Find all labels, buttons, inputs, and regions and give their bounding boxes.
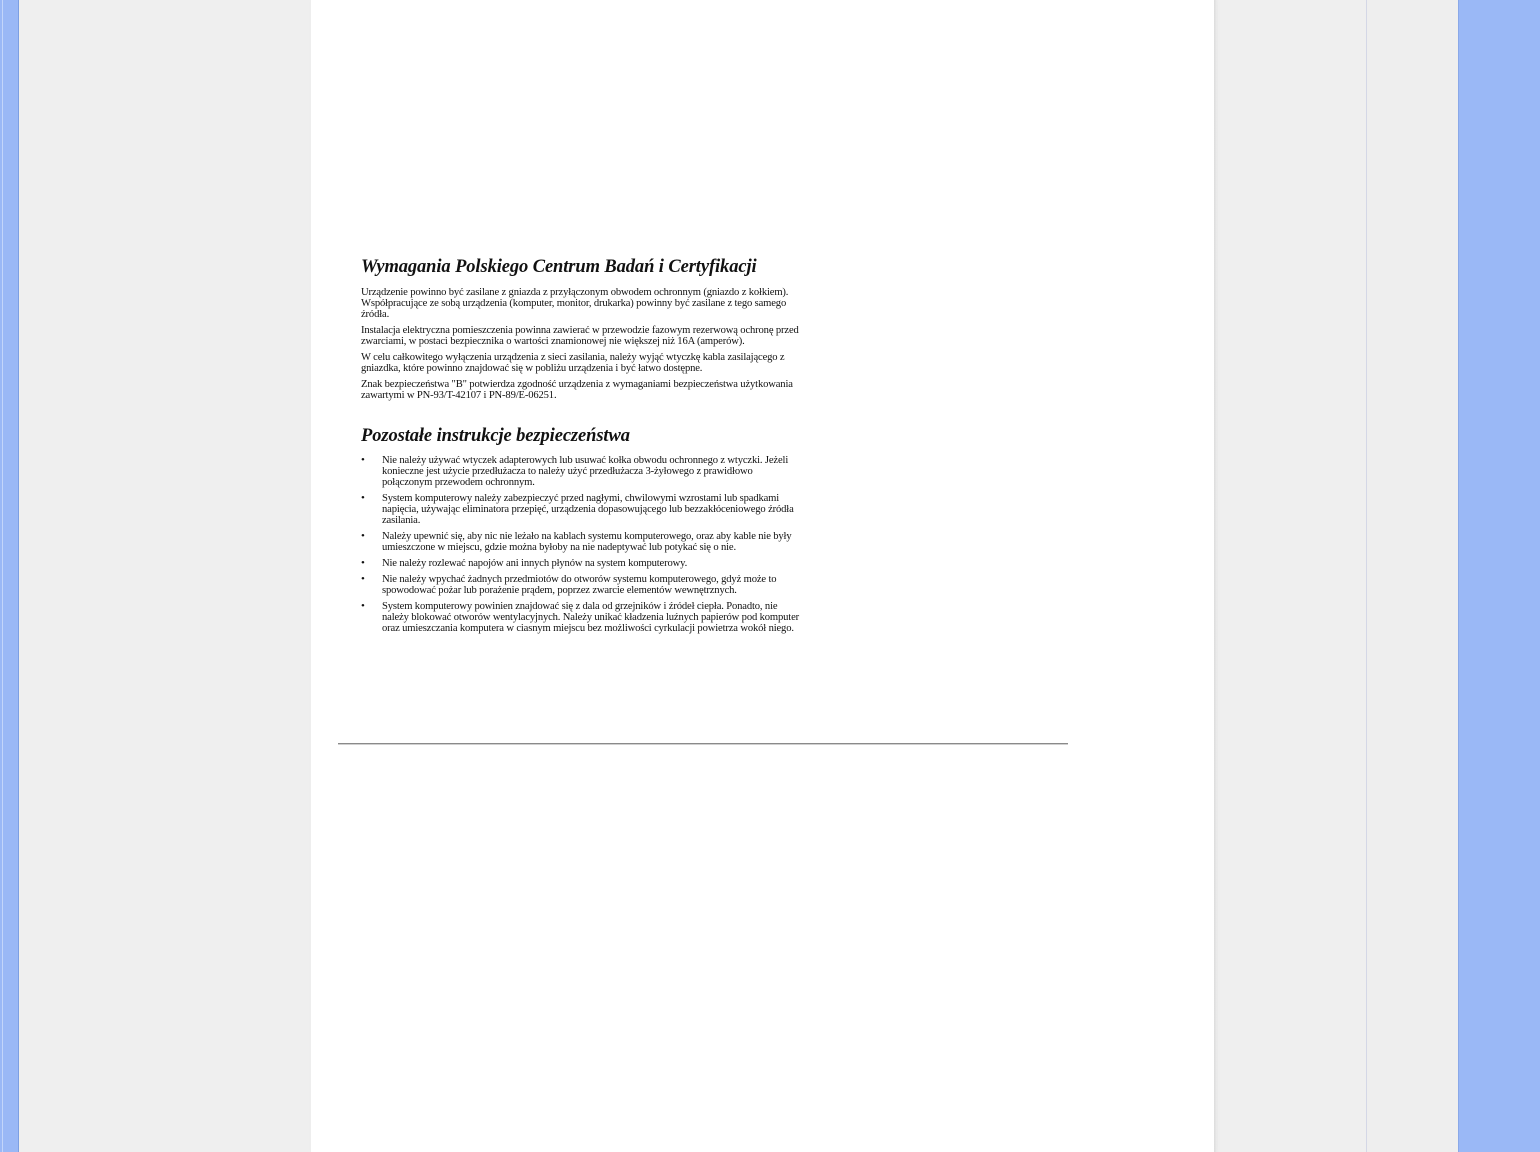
paragraph: Znak bezpieczeństwa "B" potwierdza zgodność urządzenia z wymaganiami bezpieczeństwa użytkowania zawartymi w PN-93/T-42107 i PN-89/E-06251. [361, 379, 793, 401]
list-item [361, 455, 801, 488]
list-item [361, 558, 801, 569]
side-panel [1366, 0, 1458, 1152]
bullet-icon: • [361, 454, 365, 466]
window-frame-left [0, 0, 19, 1152]
list-item-text: Nie należy używać wtyczek adapterowych lub usuwać kołka obwodu ochronnego z wtyczki. Jeżeli konieczne jest użycie przedłużacza to należy użyć przedłużacza 3-żyłowego z prawidłowo połączonym przewodem ochronnym. [382, 455, 789, 488]
list-item-text: Nie należy wpychać żadnych przedmiotów do otworów systemu komputerowego, gdyż może to spowodować pożar lub porażenie prądem, poprzez zwarcie elementów wewnętrznych. [382, 574, 777, 596]
list-item-text: System komputerowy powinien znajdować się z dala od grzejników i źródeł ciepła. Ponadto, nie należy blokować otworów wentylacyjnych. Należy unikać kładzenia luźnych papierów pod komputer oraz umieszczania komputera w ciasnym miejscu bez możliwości cyrkulacji powietrza wokół niego. [382, 601, 800, 634]
bullet-icon: • [361, 573, 365, 585]
paragraph: Urządzenie powinno być zasilane z gniazda z przyłączonym obwodem ochronnym (gniazdo z kołkiem). Współpracujące ze sobą urządzenia (komputer, monitor, drukarka) powinny być zasilane z tego samego źródła. [361, 287, 789, 320]
list-item-text: System komputerowy należy zabezpieczyć przed nagłymi, chwilowymi wzrostami lub spadkami napięcia, używając eliminatora przepięć, urządzenia dopasowującego lub bezzakłóceniowego źródła zasilania. [382, 493, 794, 526]
paragraph: Instalacja elektryczna pomieszczenia powinna zawierać w przewodzie fazowym rezerwową ochronę przed zwarciami, w postaci bezpiecznika o wartości znamionowej nie większej niż 16A (amperów). [361, 325, 799, 347]
document-page [311, 0, 1214, 1152]
safety-instructions-list [361, 455, 801, 634]
bullet-icon: • [361, 530, 365, 542]
section-heading-safety: Pozostałe instrukcje bezpieczeństwa [361, 426, 630, 446]
document-content [361, 255, 801, 639]
bullet-icon: • [361, 557, 365, 569]
list-item-text: Należy upewnić się, aby nic nie leżało na kablach systemu komputerowego, oraz aby kable nie były umieszczone w miejscu, gdzie można byłoby na nie nadeptywać lub potykać się o nie. [382, 531, 792, 553]
list-item-text: Nie należy rozlewać napojów ani innych płynów na system komputerowy. [382, 558, 688, 569]
horizontal-divider [338, 743, 1068, 745]
window-frame-right [1458, 0, 1540, 1152]
paragraph: W celu całkowitego wyłączenia urządzenia z sieci zasilania, należy wyjąć wtyczkę kabla zasilającego z gniazdka, które powinno znajdować się w pobliżu urządzenia i być łatwo dostępne. [361, 352, 785, 374]
list-item [361, 601, 801, 634]
page-shadow [1214, 0, 1217, 1152]
list-item [361, 574, 801, 596]
section-heading-pcbc: Wymagania Polskiego Centrum Badań i Certyfikacji [361, 257, 757, 277]
list-item [361, 493, 801, 526]
bullet-icon: • [361, 600, 365, 612]
bullet-icon: • [361, 492, 365, 504]
list-item [361, 531, 801, 553]
